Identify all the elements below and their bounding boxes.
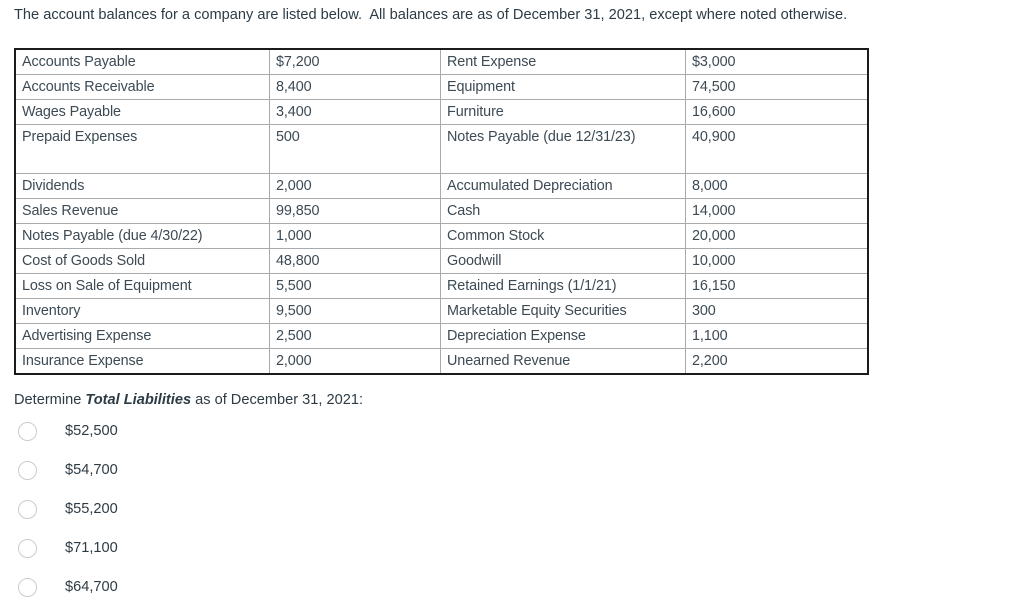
- cell-right-account: Equipment: [441, 75, 686, 100]
- question-text: [14, 390, 363, 410]
- table-row: [15, 100, 868, 125]
- cell-right-account: Unearned Revenue: [441, 349, 686, 375]
- cell-left-account: Cost of Goods Sold: [15, 249, 270, 274]
- cell-right-amount: $3,000: [686, 49, 869, 75]
- answer-option[interactable]: [0, 496, 400, 535]
- cell-right-account: Rent Expense: [441, 49, 686, 75]
- radio-button-icon[interactable]: [18, 500, 37, 519]
- table-row: [15, 299, 868, 324]
- answer-option[interactable]: [0, 535, 400, 574]
- cell-right-account: Depreciation Expense: [441, 324, 686, 349]
- cell-left-amount: 8,400: [270, 75, 441, 100]
- answer-option-label: $71,100: [65, 540, 118, 556]
- cell-left-account: Insurance Expense: [15, 349, 270, 375]
- cell-left-amount: 99,850: [270, 199, 441, 224]
- table-row: [15, 274, 868, 299]
- table-row: [15, 174, 868, 199]
- table-body: [15, 49, 868, 374]
- cell-right-amount: 300: [686, 299, 869, 324]
- radio-button-icon[interactable]: [18, 422, 37, 441]
- cell-left-amount: 9,500: [270, 299, 441, 324]
- radio-button-icon[interactable]: [18, 578, 37, 597]
- table-row: [15, 249, 868, 274]
- intro-text: The account balances for a company are listed below. All balances are as of December 31, 2021, except where noted otherwise.: [14, 7, 848, 23]
- cell-left-amount: 48,800: [270, 249, 441, 274]
- cell-left-amount: 500: [270, 125, 441, 174]
- cell-right-amount: 10,000: [686, 249, 869, 274]
- account-balances-table: [14, 48, 869, 375]
- answer-option-label: $64,700: [65, 579, 118, 595]
- cell-right-amount: 20,000: [686, 224, 869, 249]
- cell-left-amount: 3,400: [270, 100, 441, 125]
- cell-right-amount: 8,000: [686, 174, 869, 199]
- answer-option-label: $55,200: [65, 501, 118, 517]
- cell-right-account: Cash: [441, 199, 686, 224]
- cell-left-account: Sales Revenue: [15, 199, 270, 224]
- cell-left-account: Notes Payable (due 4/30/22): [15, 224, 270, 249]
- answer-option[interactable]: [0, 457, 400, 496]
- cell-right-amount: 74,500: [686, 75, 869, 100]
- cell-right-amount: 1,100: [686, 324, 869, 349]
- cell-left-amount: 2,000: [270, 174, 441, 199]
- cell-left-amount: 2,500: [270, 324, 441, 349]
- cell-right-account: Common Stock: [441, 224, 686, 249]
- cell-right-amount: 14,000: [686, 199, 869, 224]
- answer-options-list: [0, 418, 400, 613]
- cell-left-account: Dividends: [15, 174, 270, 199]
- cell-left-amount: 5,500: [270, 274, 441, 299]
- answer-option[interactable]: [0, 574, 400, 613]
- cell-right-account: Notes Payable (due 12/31/23): [441, 125, 686, 174]
- question-emphasis: Total Liabilities: [85, 392, 192, 408]
- cell-left-amount: 2,000: [270, 349, 441, 375]
- cell-left-amount: $7,200: [270, 49, 441, 75]
- cell-right-account: Marketable Equity Securities: [441, 299, 686, 324]
- cell-right-amount: 16,150: [686, 274, 869, 299]
- cell-right-account: Furniture: [441, 100, 686, 125]
- cell-left-account: Advertising Expense: [15, 324, 270, 349]
- cell-right-amount: 2,200: [686, 349, 869, 375]
- table-row: [15, 224, 868, 249]
- answer-option-label: $54,700: [65, 462, 118, 478]
- answer-option[interactable]: [0, 418, 400, 457]
- question-prefix: Determine: [14, 392, 86, 408]
- cell-left-account: Accounts Receivable: [15, 75, 270, 100]
- cell-left-account: Inventory: [15, 299, 270, 324]
- cell-right-account: Accumulated Depreciation: [441, 174, 686, 199]
- account-balances-table-container: [14, 48, 838, 375]
- table-row: [15, 199, 868, 224]
- cell-left-amount: 1,000: [270, 224, 441, 249]
- table-row: [15, 125, 868, 174]
- table-row: [15, 49, 868, 75]
- table-row: [15, 75, 868, 100]
- cell-left-account: Loss on Sale of Equipment: [15, 274, 270, 299]
- cell-left-account: Wages Payable: [15, 100, 270, 125]
- question-suffix: as of December 31, 2021:: [191, 392, 364, 408]
- table-row: [15, 349, 868, 375]
- answer-option-label: $52,500: [65, 423, 118, 439]
- cell-right-account: Goodwill: [441, 249, 686, 274]
- cell-right-amount: 16,600: [686, 100, 869, 125]
- cell-right-amount: 40,900: [686, 125, 869, 174]
- cell-right-account: Retained Earnings (1/1/21): [441, 274, 686, 299]
- cell-left-account: Prepaid Expenses: [15, 125, 270, 174]
- cell-left-account: Accounts Payable: [15, 49, 270, 75]
- radio-button-icon[interactable]: [18, 539, 37, 558]
- radio-button-icon[interactable]: [18, 461, 37, 480]
- table-row: [15, 324, 868, 349]
